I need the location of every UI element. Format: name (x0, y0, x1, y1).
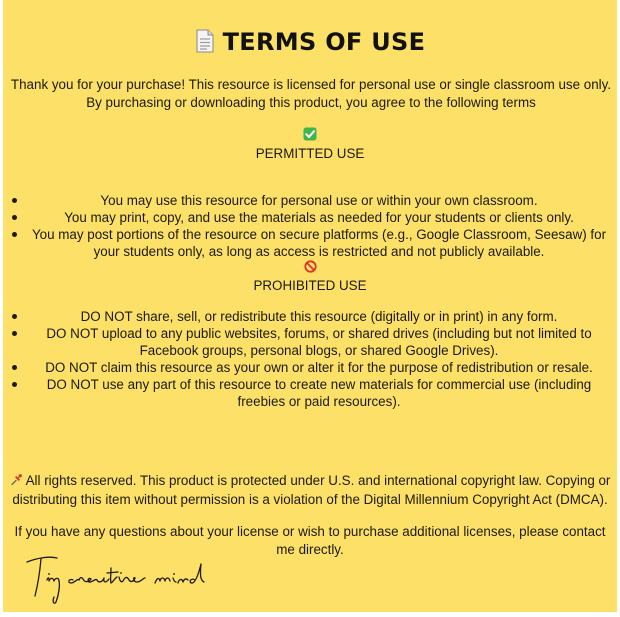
list-item: You may print, copy, and use the materials as needed for your students or clients only. (3, 209, 617, 226)
list-item: You may post portions of the resource on secure platforms (e.g., Google Classroom, Seesaw) for your students only, as long as access is restricted and not publicly available. (3, 226, 617, 260)
permitted-heading (3, 127, 617, 161)
list-item: DO NOT share, sell, or redistribute this resource (digitally or in print) in any form. (3, 308, 617, 325)
list-item: DO NOT claim this resource as your own or alter it for the purpose of redistribution or resale. (3, 359, 617, 376)
intro-paragraph: Thank you for your purchase! This resource is licensed for personal use or single classroom use only. By purchasing or downloading this product, you agree to the following terms (10, 77, 612, 110)
list-item: DO NOT use any part of this resource to create new materials for commercial use (including freebies or paid resources). (3, 376, 617, 410)
terms-page (3, 0, 617, 612)
list-item: You may use this resource for personal use or within your own classroom. (3, 192, 617, 209)
list-item: DO NOT upload to any public websites, forums, or shared drives (including but not limited to Facebook groups, personal blogs, or shared Google Drives). (3, 325, 617, 359)
copyright-notice (7, 472, 613, 509)
prohibited-list (3, 308, 617, 410)
copyright-text: All rights reserved. This product is protected under U.S. and international copyright law. Copying or distributing this item without permission is a violation of the Digital Millennium Copyright Act (DMCA). (12, 473, 611, 507)
pushpin-icon (10, 473, 23, 491)
signature (23, 550, 223, 611)
permitted-list (3, 192, 617, 260)
check-mark-icon (3, 127, 617, 144)
permitted-heading-text: PERMITTED USE (255, 146, 365, 161)
prohibited-icon (3, 260, 617, 276)
prohibited-heading-text: PROHIBITED USE (253, 278, 367, 293)
contact-paragraph: If you have any questions about your license or wish to purchase additional licenses, please contact me directly. (14, 524, 606, 557)
title-text: TERMS OF USE (222, 28, 426, 56)
document-icon (195, 29, 215, 59)
page-title (3, 28, 617, 59)
prohibited-heading (3, 260, 617, 293)
